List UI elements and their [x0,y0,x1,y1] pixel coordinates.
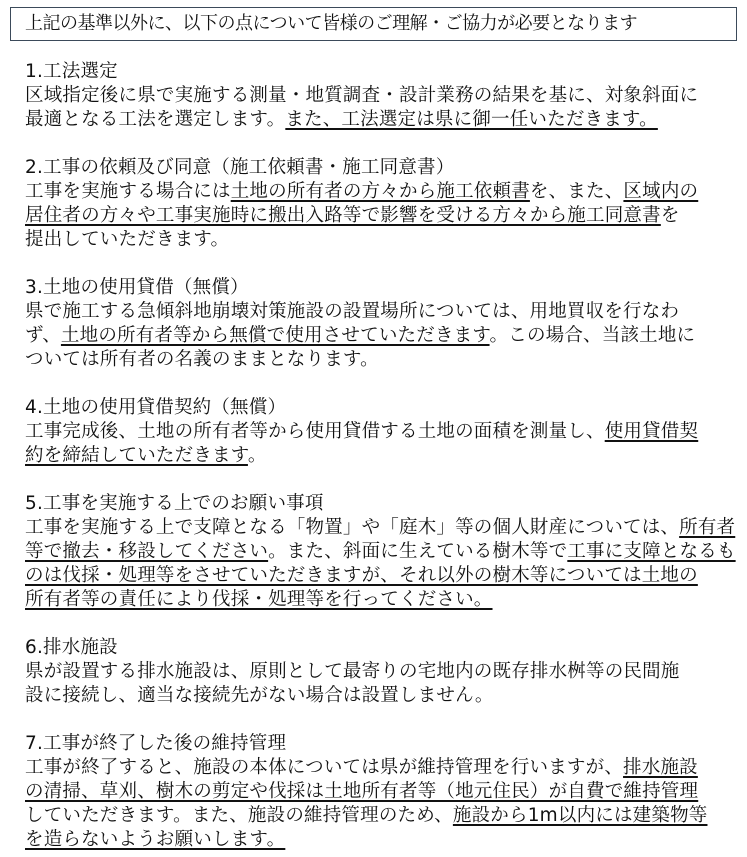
section-7 [25,732,740,852]
section-spacer [25,132,740,156]
emphasized-text: 土地の所有者の方々から施工依頼書 [230,181,530,202]
section-title: 1.工法選定 [25,61,118,82]
emphasized-text: 使用貸借契 [604,421,699,442]
section-2 [25,156,740,276]
body-line [25,804,740,828]
body-line [25,228,740,252]
body-line [25,756,740,780]
body-line [25,180,740,204]
body-line [25,564,740,588]
body-line [25,828,740,852]
emphasized-text: 工事に支障となるも [567,541,736,562]
body-text: 県が設置する排水施設は、原則として最寄りの宅地内の既存排水桝等の民間施 [25,661,680,682]
body-text: していただきます。また、施設の維持管理のため、 [25,805,453,826]
body-text: ついては所有者の名義のままとなります。 [25,349,379,370]
requirements-document [25,60,740,852]
emphasized-text: 居住者の方々や工事実施時に搬出入路等で影響を受ける方々から施工同意書 [25,205,661,226]
body-text: 。この場合、当該土地に [489,325,696,346]
emphasized-text: 区域内の [623,181,699,202]
section-title: 7.工事が終了した後の維持管理 [25,733,287,754]
body-line [25,516,740,540]
body-line [25,84,740,108]
emphasized-text: 約を締結していただきます [25,445,248,466]
section-6 [25,636,740,732]
emphasized-text: 土地の所有者等から無償で使用させていただきます [60,325,490,346]
emphasized-text: 所有者等の責任により伐採・処理等を行ってください。 [25,589,493,610]
body-text: ず、 [25,325,61,346]
body-line [25,684,740,708]
body-text: 工事を実施する場合には [25,181,231,202]
body-line [25,660,740,684]
emphasized-text: の清掃、草刈、樹木の剪定や伐採は土地所有者等（地元住民）が自費で維持管理 [25,781,699,802]
section-title: 4.土地の使用貸借契約（無償） [25,397,287,418]
emphasized-text: のは伐採・処理等をさせていただきますが、それ以外の樹木等については土地の [25,565,698,586]
body-text: 県で施工する急傾斜地崩壊対策施設の設置場所については、用地買収を行なわ [25,301,680,322]
emphasized-text: 施設から1m以内には建築物等 [452,805,708,826]
body-text: を、また、 [529,181,624,202]
body-text: 工事完成後、土地の所有者等から使用貸借する土地の面積を測量し、 [25,421,605,442]
section-title: 3.土地の使用貸借（無償） [25,277,249,298]
section-title: 5.工事を実施する上でのお願い事項 [25,493,324,514]
emphasized-text: また、工法選定は県に御一任いただきます。 [285,109,658,130]
body-text: 設に接続し、適当な接続先がない場合は設置しません。 [25,685,494,706]
body-text: 区域指定後に県で実施する測量・地質調査・設計業務の結果を基に、対象斜面に [25,85,699,106]
emphasized-text: 排水施設 [623,757,698,778]
body-line [25,348,740,372]
body-text: 。 [247,445,267,466]
body-text: 最適となる工法を選定します。 [25,109,286,130]
section-spacer [25,708,740,732]
section-title: 6.排水施設 [25,637,118,658]
emphasized-text: 等で撤去・移設してください [25,541,269,562]
section-spacer [25,468,740,492]
body-text: 提出していただきます。 [25,229,230,250]
body-text: 工事を実施する上で支障となる「物置」や「庭木」等の個人財産については、 [25,517,680,538]
body-line [25,300,740,324]
notice-header-box [10,7,737,41]
emphasized-text: を造らないようお願いします。 [25,829,286,850]
section-4 [25,396,740,492]
body-line [25,444,740,468]
body-line [25,204,740,228]
body-line [25,588,740,612]
body-text: を [660,205,680,226]
body-line [25,540,740,564]
section-spacer [25,612,740,636]
section-3 [25,276,740,396]
notice-header-text: 上記の基準以外に、以下の点について皆様のご理解・ご協力が必要となります [25,13,638,34]
body-line [25,780,740,804]
body-line [25,108,740,132]
section-spacer [25,372,740,396]
section-5 [25,492,740,636]
body-line [25,420,740,444]
body-text: 。また、斜面に生えている樹木等で [268,541,568,562]
section-1 [25,60,740,156]
body-line [25,324,740,348]
emphasized-text: 所有者 [679,517,736,538]
section-title: 2.工事の依頼及び同意（施工依頼書・施工同意書） [25,157,455,178]
section-spacer [25,252,740,276]
body-text: 工事が終了すると、施設の本体については県が維持管理を行いますが、 [25,757,624,778]
